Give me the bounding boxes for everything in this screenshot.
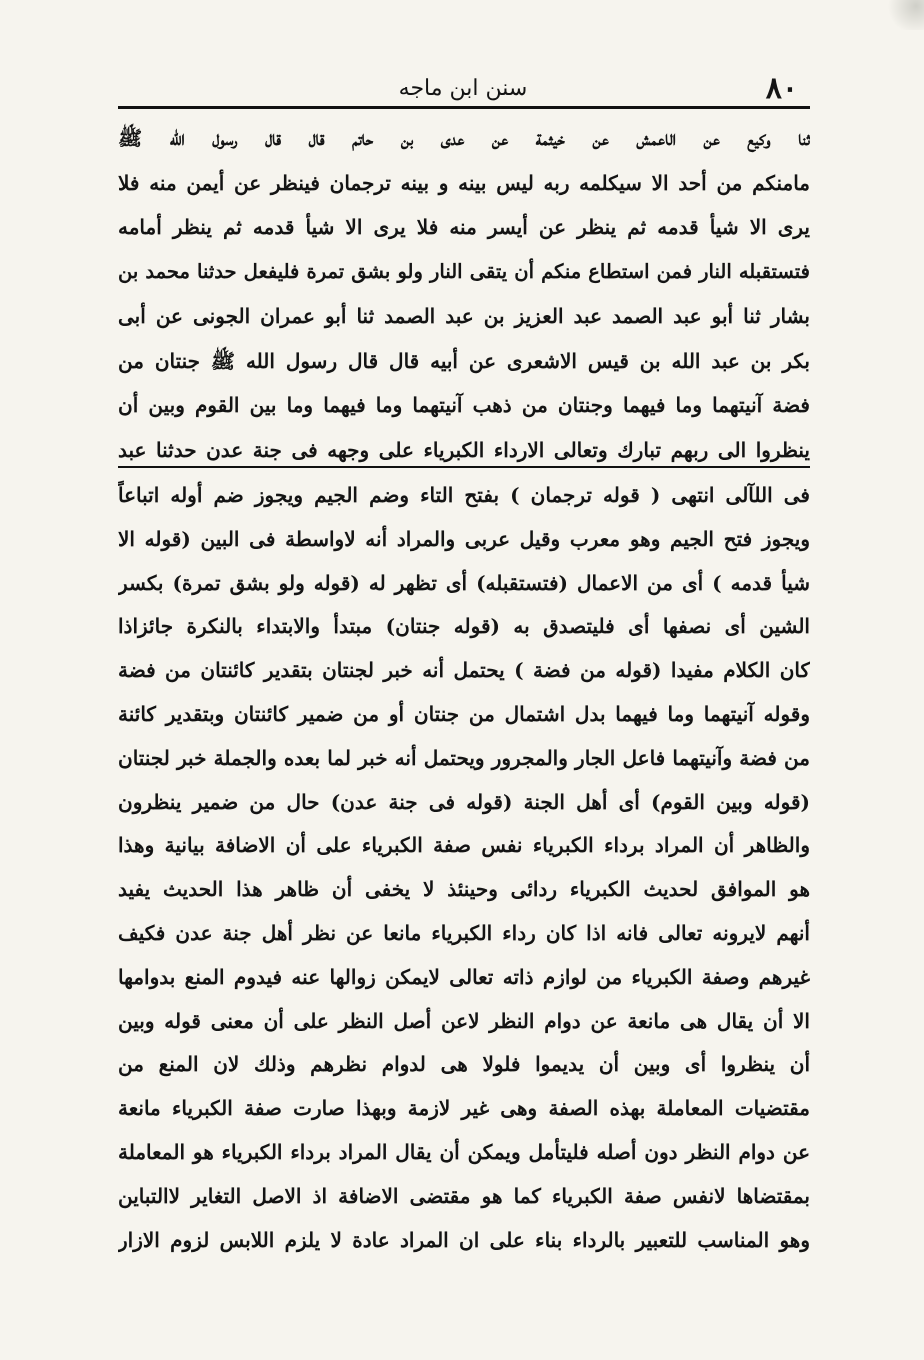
commentary-text-line: من فضة وآنيتهما فاعل الجار والمجرور ويحتمل أنه خبر لما بعده والجملة خبر لجنتان xyxy=(118,745,810,770)
commentary-text-line: فى اللآلى انتهى ( قوله ترجمان ) بفتح التاء وضم الجيم ويجوز ضم أوله اتباعاً xyxy=(118,483,810,507)
header-rule xyxy=(118,106,810,109)
hadith-text-line: مامنكم من أحد الا سيكلمه ربه ليس بينه و بينه ترجمان فينظر عن أيمن منه فلا xyxy=(118,170,810,195)
commentary-text-line: والظاهر أن المراد برداء الكبرياء نفس صفة الكبرياء على أن الاضافة بيانية وهذا xyxy=(118,833,810,858)
commentary-text-line: مقتضيات المعاملة بهذه الصفة وهى غير لازمة وبهذا صارت صفة الكبرياء مانعة xyxy=(118,1096,810,1121)
commentary-text-line: أن ينظروا أى وبين أن يديموا فلولا هى لدوام نظرهم وذلك لان المنع من xyxy=(118,1052,810,1077)
commentary-text-line: الشين أى نصفها أى فليتصدق به (قوله جنتان) مبتدأ والابتداء بالنكرة جائزاذا xyxy=(118,614,810,639)
page-header xyxy=(118,72,808,106)
commentary-text-line: الا أن يقال هى مانعة عن دوام النظر لاعن أصل النظر على أن معنى قوله وبين xyxy=(118,1008,810,1033)
hadith-text-line: ينظروا الى ربهم تبارك وتعالى الارداء الكبرياء على وجهه فى جنة عدن حدثنا عبد xyxy=(118,437,810,462)
hadith-text-line: بكر بن عبد الله بن قيس الاشعرى عن أبيه قال قال رسول الله ﷺ جنتان من xyxy=(118,348,810,373)
commentary-text-line: شيأ قدمه ) أى من الاعمال (فتستقبله) أى تظهر له (قوله ولو بشق تمرة) بكسر xyxy=(118,570,810,595)
commentary-text-line: عن دوام النظر دون أصله فليتأمل ويمكن أن يقال المراد برداء الكبرياء هو المعاملة xyxy=(118,1139,810,1164)
page-number: ٨٠ xyxy=(765,71,798,106)
commentary-text-line: وقوله آنيتهما وما فيهما بدل اشتمال من جنتان أو من ضمير كائنتان وبتقدير كائنة xyxy=(118,701,810,726)
hadith-text-line: بشار ثنا أبو عبد الصمد عبد العزيز بن عبد الصمد ثنا أبو عمران الجونى عن أبى xyxy=(118,304,810,328)
hadith-text xyxy=(118,116,810,472)
footnote-divider xyxy=(118,466,810,468)
commentary-text-line: (قوله وبين القوم) أى أهل الجنة (قوله فى جنة عدن) حال من ضمير ينظرون xyxy=(118,789,810,814)
hadith-text-line: فتستقبله النار فمن استطاع منكم أن يتقى النار ولو بشق تمرة فليفعل حدثنا محمد بن xyxy=(118,259,810,283)
commentary-text-line: هو الموافق لحديث الكبرياء ردائى وحينئذ لا يخفى أن ظاهر هذا الحديث يفيد xyxy=(118,877,810,902)
commentary-text xyxy=(118,474,810,1262)
commentary-text-line: أنهم لايرونه تعالى فانه اذا كان رداء الكبرياء مانعا عن نظر أهل جنة عدن فكيف xyxy=(118,920,810,945)
commentary-text-line: بمقتضاها لانفس صفة الكبرياء كما هو مقتضى الاضافة اذ الاصل التغاير لاالتباين xyxy=(118,1183,810,1208)
hadith-text-line: فضة آنيتهما وما فيهما وجنتان من ذهب آنيتهما وما فيهما وما بين القوم وبين أن xyxy=(118,393,810,417)
commentary-text-line: ويجوز فتح الجيم وهو معرب وقيل عربى والمراد أنه لاواسطة فى البين (قوله الا xyxy=(118,526,810,551)
hadith-text-line: يرى الا شيأ قدمه ثم ينظر عن أيسر منه فلا يرى الا شيأ قدمه ثم ينظر أمامه xyxy=(118,215,810,239)
hadith-text-line: ثنا وكيع عن الاعمش عن خيثمة عن عدى بن حاتم قال قال رسول الله ﷺ xyxy=(118,126,810,150)
commentary-text-line: وهو المناسب للتعبير بالرداء بناء على ان المراد عادة لا يلزم اللابس لزوم الازار xyxy=(118,1227,810,1252)
commentary-text-line: غيرهم وصفة الكبرياء من لوازم ذاته تعالى لايمكن زوالها عنه فيدوم المنع بدوامها xyxy=(118,964,810,989)
page-corner-speck xyxy=(884,0,924,30)
commentary-text-line: كان الكلام مفيدا (قوله من فضة ) يحتمل أنه خبر لجنتان بتقدير كائنتان من فضة xyxy=(118,658,810,683)
running-title: سنن ابن ماجه xyxy=(398,76,528,101)
